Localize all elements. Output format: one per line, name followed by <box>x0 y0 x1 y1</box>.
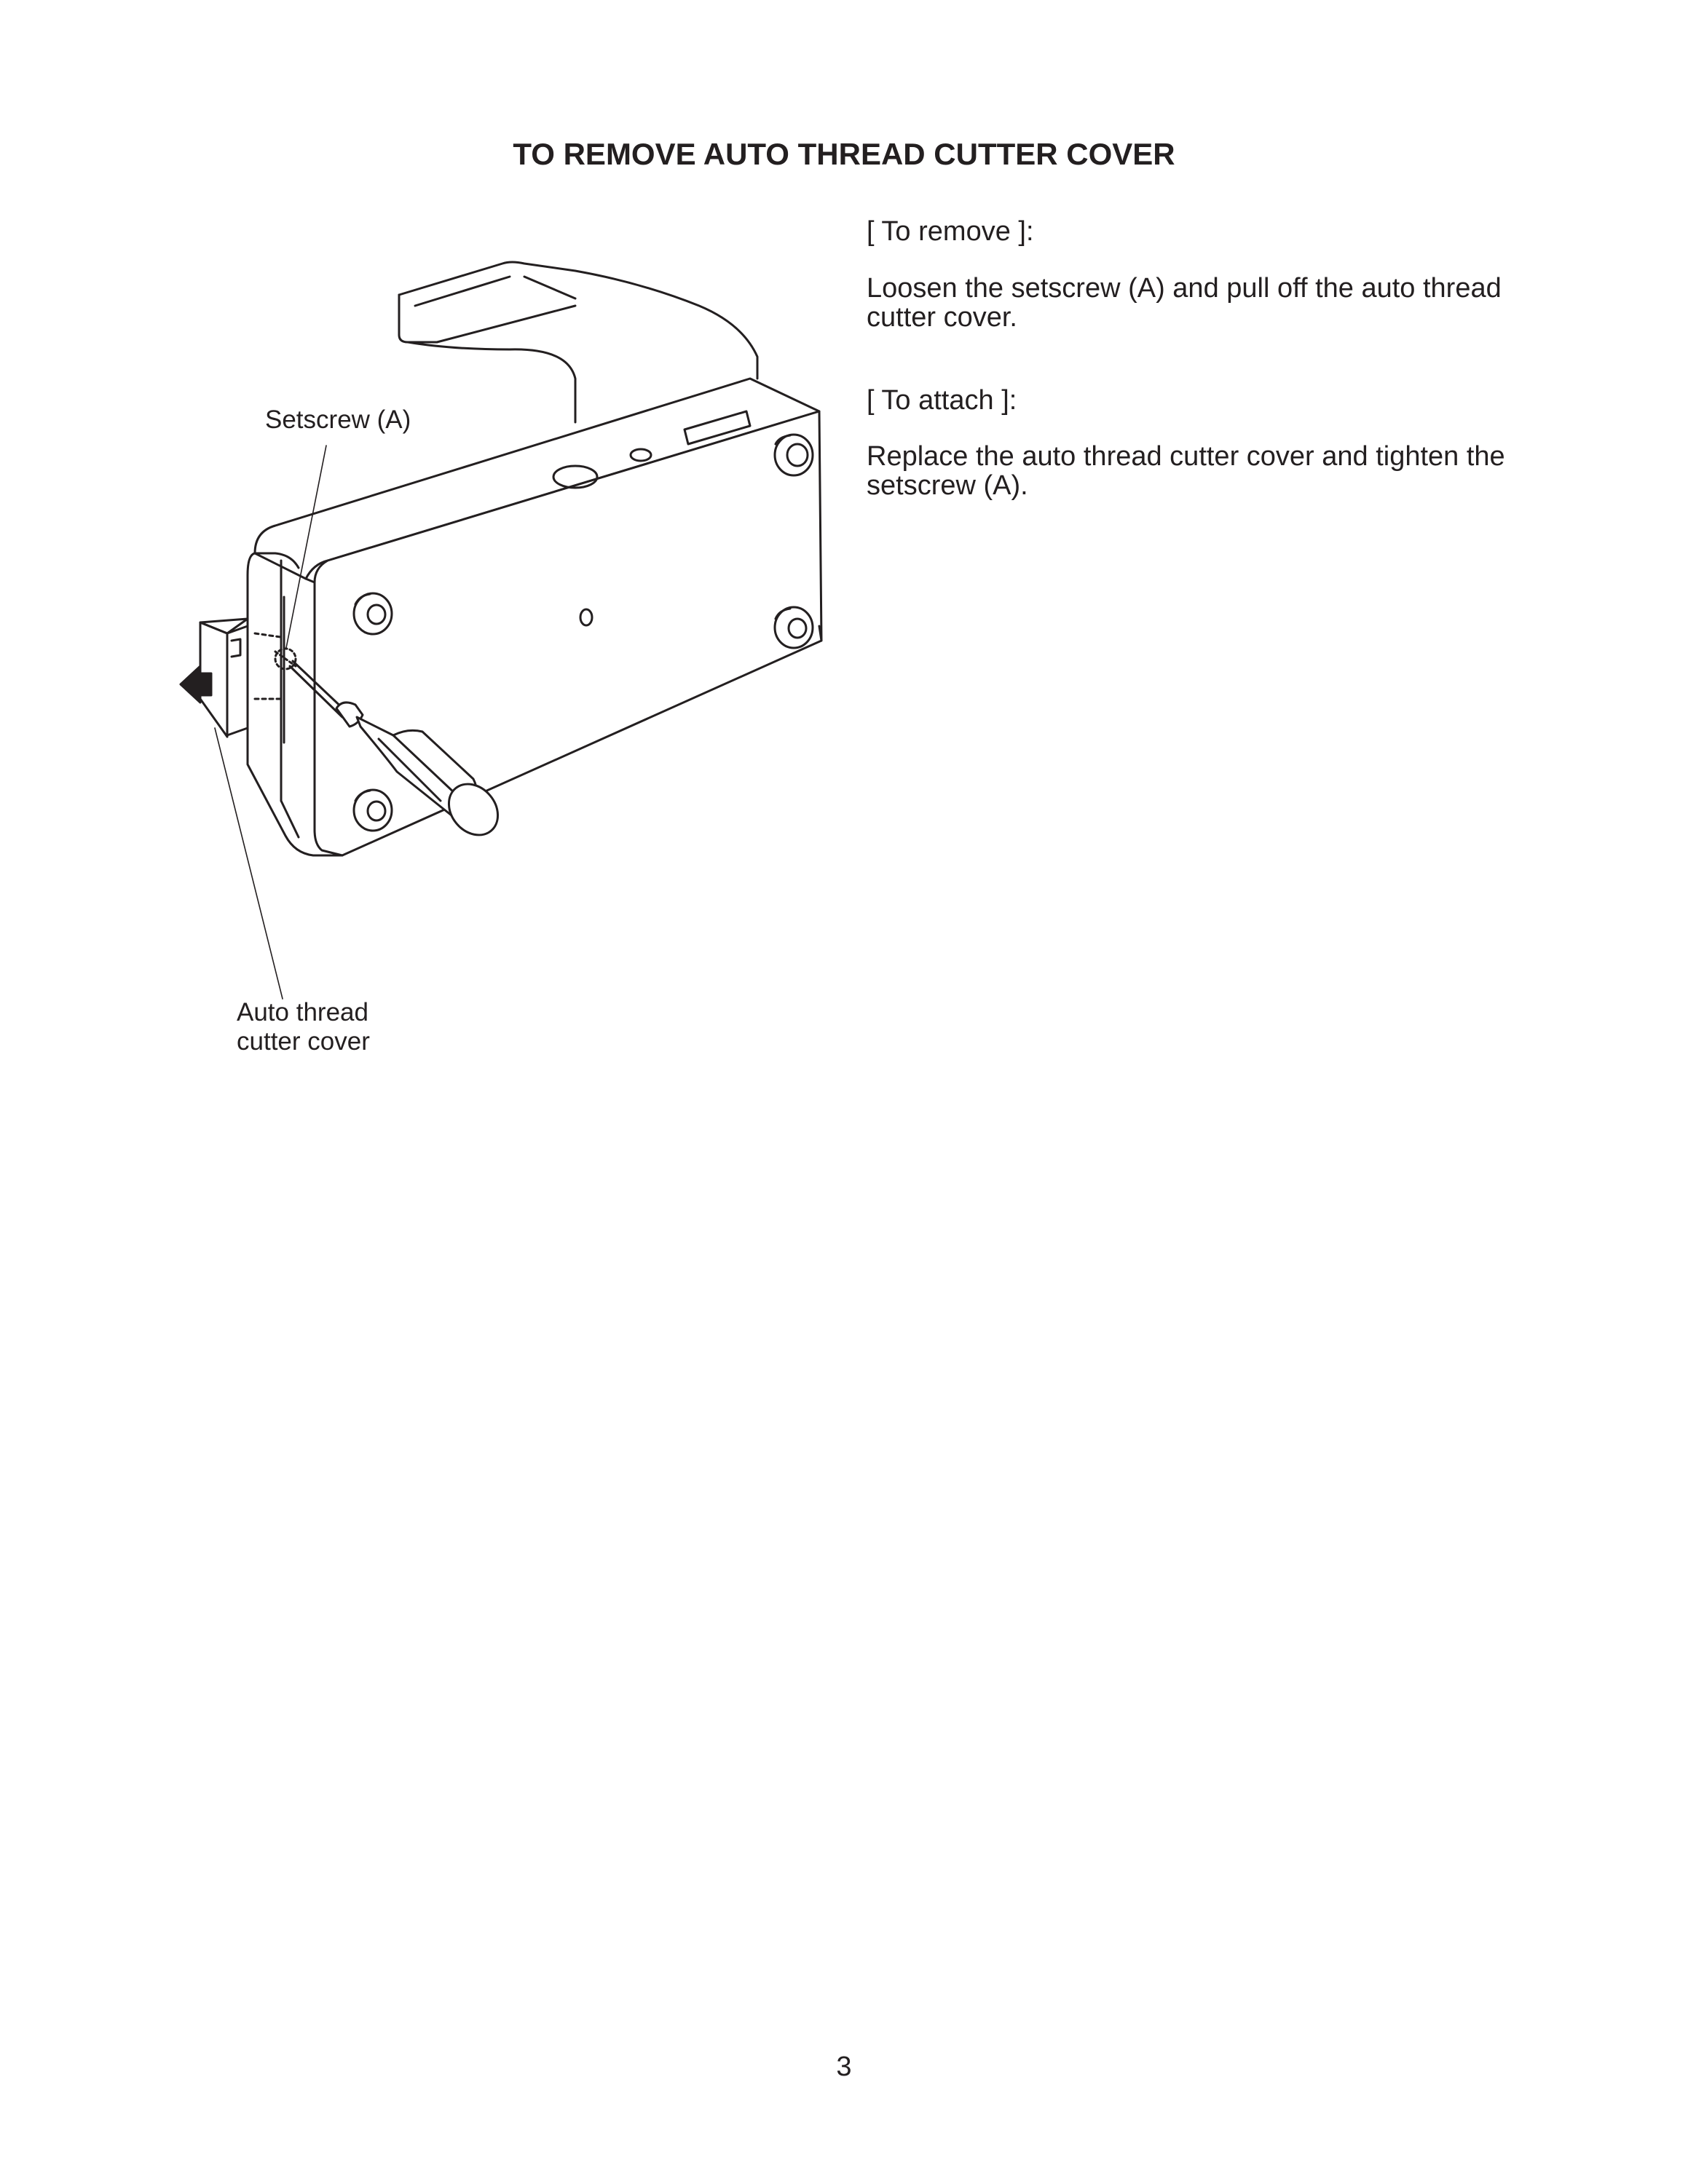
page-title: TO REMOVE AUTO THREAD CUTTER COVER <box>513 137 1175 171</box>
setscrew-callout: Setscrew (A) <box>265 405 411 434</box>
cover-callout-line-2: cutter cover <box>237 1027 370 1056</box>
remove-heading: [ To remove ]: <box>867 216 1034 247</box>
attach-heading: [ To attach ]: <box>867 385 1017 416</box>
setscrew-icon <box>275 649 296 669</box>
cover-callout <box>237 998 370 1056</box>
page-number: 3 <box>836 2052 852 2082</box>
machine-bed <box>248 379 821 855</box>
remove-instructions-text: Loosen the setscrew (A) and pull off the auto thread cutter cover. <box>867 273 1502 333</box>
attach-instructions-text: Replace the auto thread cutter cover and tighten the setscrew (A). <box>867 441 1505 501</box>
cover-callout-line-1: Auto thread <box>237 998 368 1026</box>
